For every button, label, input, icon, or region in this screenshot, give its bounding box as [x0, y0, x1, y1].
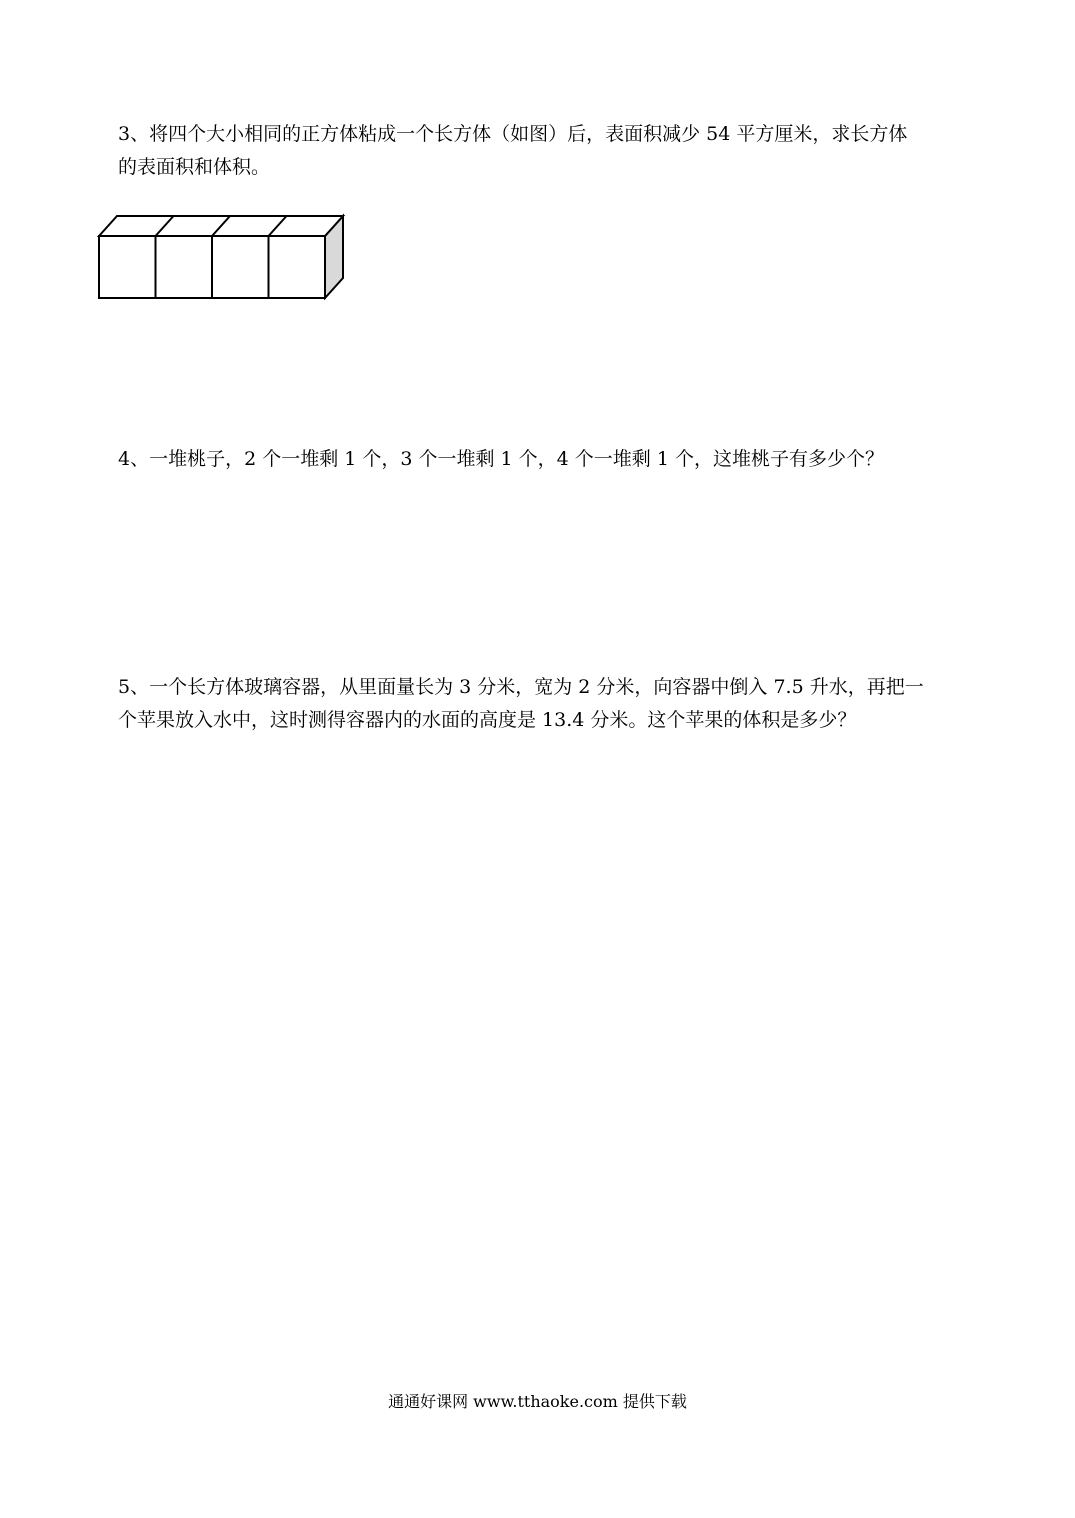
question-5 — [118, 671, 1023, 737]
question-5-line-2: 个苹果放入水中，这时测得容器内的水面的高度是 13.4 分米。这个苹果的体积是多少？ — [118, 709, 857, 731]
page-footer: 通通好课网 www.tthaoke.com 提供下载 — [388, 1392, 687, 1411]
question-4 — [118, 443, 1023, 476]
question-3 — [118, 118, 1023, 184]
cube-front-face-2 — [156, 236, 213, 298]
question-4-line-1: 4、一堆桃子，2 个一堆剩 1 个，3 个一堆剩 1 个，4 个一堆剩 1 个，这堆桃子有多少个？ — [118, 448, 884, 470]
cube-front-face-1 — [99, 236, 156, 298]
question-3-line-2: 的表面积和体积。 — [118, 156, 271, 178]
question-3-line-1: 3、将四个大小相同的正方体粘成一个长方体（如图）后，表面积减少 54 平方厘米，求长方体 — [118, 123, 908, 145]
cuboid-of-four-cubes-figure — [96, 212, 346, 300]
cube-front-face-4 — [269, 236, 326, 298]
cube-front-face-3 — [212, 236, 269, 298]
question-5-line-1: 5、一个长方体玻璃容器，从里面量长为 3 分米，宽为 2 分米，向容器中倒入 7.5 升水，再把一 — [118, 676, 924, 698]
